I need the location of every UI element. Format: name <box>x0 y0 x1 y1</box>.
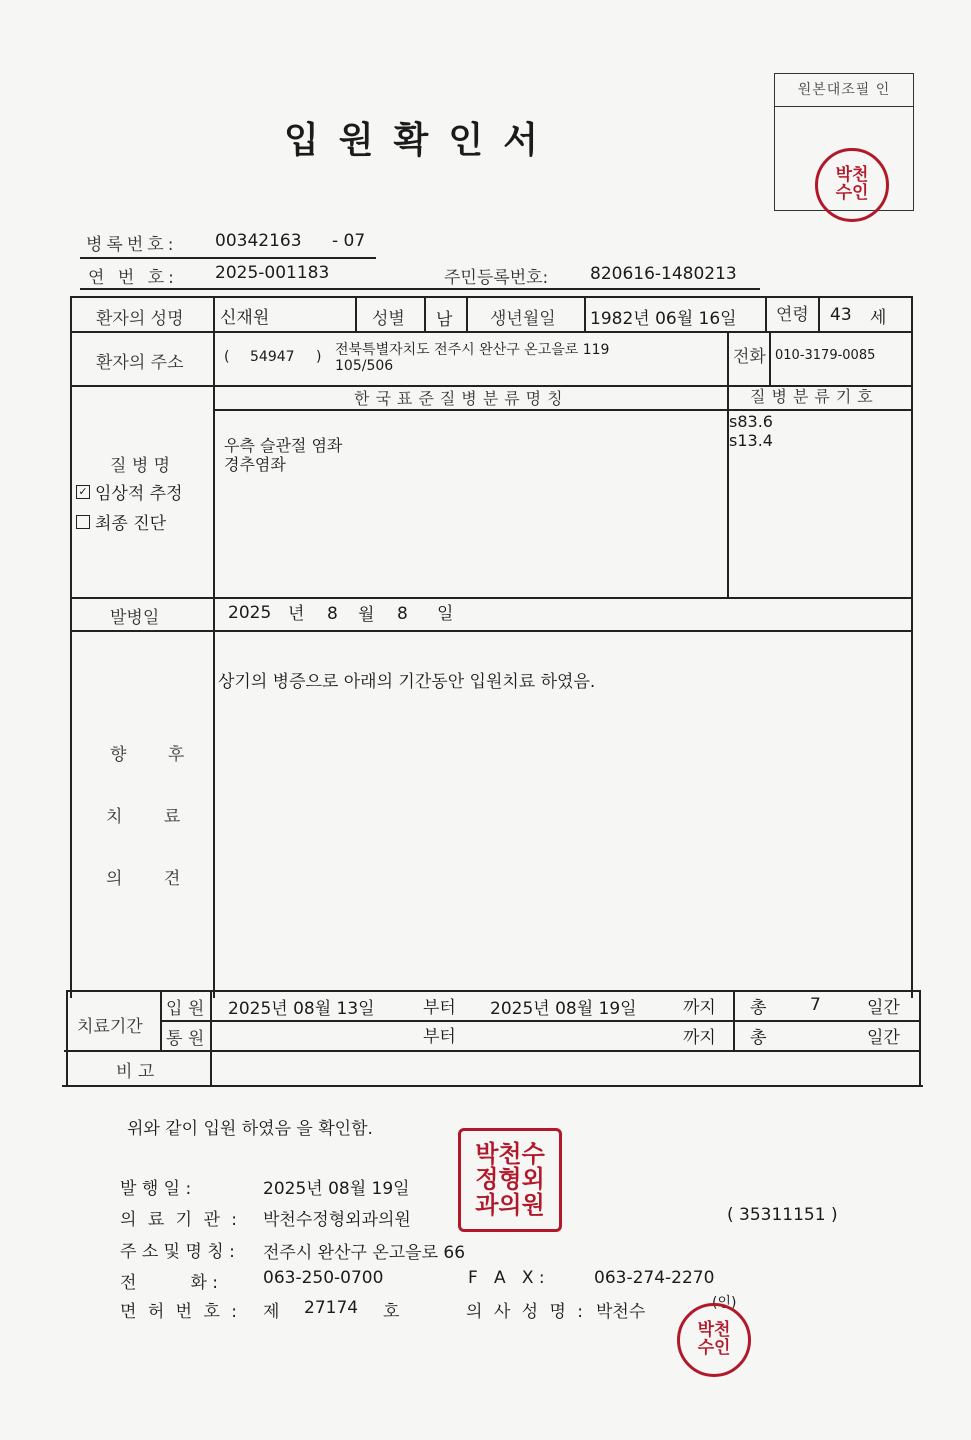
sex-label: 성별 <box>372 309 405 329</box>
option-final <box>76 509 166 534</box>
serial-number-label: 연 번 호: <box>88 268 178 288</box>
period-col-3 <box>733 990 735 1050</box>
record-number-suffix: - 07 <box>332 231 366 251</box>
onset-year-unit: 년 <box>288 604 305 624</box>
fax-number: 063-274-2270 <box>594 1268 715 1288</box>
period-left <box>66 990 68 1086</box>
serial-underline <box>80 288 760 290</box>
col-line-age-r <box>818 296 820 331</box>
opinion-label-2: 치 료 <box>106 807 199 827</box>
inpatient-days-word: 일간 <box>867 998 900 1018</box>
period-mid <box>160 1020 919 1022</box>
onset-year: 2025 <box>228 603 272 623</box>
onset-month-unit: 월 <box>358 605 375 625</box>
postcode: 54947 <box>250 349 295 365</box>
institution-code: ( 35311151 ) <box>727 1205 838 1225</box>
col-line-sex-r <box>424 296 426 331</box>
hospital-seal: 박천수정형외과의원 <box>458 1128 562 1232</box>
col-line-sexv-r <box>466 296 468 331</box>
col-line-birthv-r <box>765 296 767 331</box>
resident-number-value: 820616-1480213 <box>590 264 737 284</box>
col-line-sex-l <box>355 296 357 331</box>
row-line-1 <box>70 331 912 333</box>
clinical-checkbox: ✓ <box>76 485 90 499</box>
table-right-border <box>911 296 913 998</box>
license-suffix: 호 <box>383 1302 400 1322</box>
outpatient-label: 통 원 <box>166 1029 205 1049</box>
col-line-label <box>213 296 215 998</box>
onset-month: 8 <box>327 604 338 624</box>
postcode-close: ) <box>316 349 322 365</box>
col-line-phone-r <box>769 331 771 385</box>
disease-code-1: s83.6 <box>729 412 773 431</box>
patient-name: 신재원 <box>220 308 270 328</box>
period-label: 치료기간 <box>77 1017 143 1037</box>
name-label: 환자의 성명 <box>96 309 184 329</box>
col-line-birth-r <box>584 296 586 331</box>
issue-phone: 063-250-0700 <box>263 1268 384 1288</box>
onset-day-unit: 일 <box>437 604 454 624</box>
fax-label: F A X : <box>468 1268 545 1288</box>
onset-label: 발병일 <box>110 608 160 628</box>
table-top-border <box>70 296 912 298</box>
age-label: 연령 <box>776 305 809 325</box>
license-label: 면 허 번 호 : <box>120 1302 241 1322</box>
period-col-2 <box>210 990 212 1086</box>
serial-number-value: 2025-001183 <box>215 263 330 283</box>
institution-address: 전주시 완산구 온고을로 66 <box>263 1243 466 1263</box>
verify-label: 원본대조필 인 <box>775 74 913 107</box>
onset-day: 8 <box>397 604 408 624</box>
address-label: 환자의 주소 <box>96 353 184 373</box>
opinion-text: 상기의 병증으로 아래의 기간동안 입원치료 하였음. <box>218 672 596 692</box>
doctor-seal: 박천 수인 <box>677 1303 751 1377</box>
address-label-issue: 주 소 및 명 칭 : <box>120 1242 235 1262</box>
table-left-border <box>70 296 72 998</box>
inpatient-to-word: 까지 <box>683 998 716 1018</box>
resident-number-label: 주민등록번호: <box>444 268 549 288</box>
outpatient-days-word: 일간 <box>867 1028 900 1048</box>
row-line-5 <box>70 630 912 632</box>
outpatient-total-word: 총 <box>750 1028 767 1048</box>
issue-phone-label: 전 화 : <box>120 1273 219 1293</box>
address-line1: 전북특별자치도 전주시 완산구 온고을로 119 <box>335 342 610 358</box>
license-prefix: 제 <box>263 1302 280 1322</box>
kcd-header: 한국표준질병분류명칭 <box>354 389 569 408</box>
disease-code-2: s13.4 <box>729 431 773 450</box>
remarks-bottom <box>62 1085 923 1087</box>
verify-seal: 박천 수인 <box>815 148 889 222</box>
postcode-open: ( <box>224 349 230 365</box>
period-top <box>66 990 919 992</box>
inpatient-label: 입 원 <box>166 999 205 1019</box>
issue-date: 2025년 08월 19일 <box>263 1179 410 1199</box>
inpatient-days: 7 <box>810 995 821 1015</box>
disease-label: 질 병 명 <box>110 456 171 476</box>
confirm-text: 위와 같이 입원 하였음 을 확인함. <box>127 1119 373 1139</box>
disease-name-2: 경추염좌 <box>224 455 286 474</box>
license-number: 27174 <box>304 1298 359 1318</box>
age-unit: 세 <box>870 308 887 328</box>
patient-phone: 010-3179-0085 <box>775 348 876 363</box>
option-final-label: 최종 진단 <box>95 514 167 534</box>
phone-label: 전화 <box>733 347 766 367</box>
period-col-1 <box>160 990 162 1050</box>
code-header: 질병분류기호 <box>750 387 879 406</box>
final-checkbox <box>76 515 90 529</box>
outpatient-from-word: 부터 <box>423 1027 456 1047</box>
doctor-label: 의 사 성 명 : <box>466 1302 587 1322</box>
period-right <box>919 990 921 1086</box>
issue-date-label: 발 행 일 : <box>120 1179 192 1199</box>
patient-sex: 남 <box>436 310 453 330</box>
patient-age: 43 <box>830 305 852 325</box>
record-number-label: 병록번호: <box>86 235 178 255</box>
opinion-label-1: 향 후 <box>110 745 203 765</box>
institution-label: 의 료 기 관 : <box>120 1210 241 1230</box>
disease-name-1: 우측 슬관절 염좌 <box>224 436 343 455</box>
inpatient-total-word: 총 <box>750 998 767 1018</box>
inpatient-to: 2025년 08월 19일 <box>490 999 637 1019</box>
opinion-label-3: 의 견 <box>106 869 199 889</box>
option-clinical-label: 임상적 추정 <box>95 484 183 504</box>
period-bottom <box>64 1050 921 1052</box>
inpatient-from: 2025년 08월 13일 <box>228 999 375 1019</box>
patient-birth: 1982년 06월 16일 <box>590 309 737 329</box>
remarks-label: 비 고 <box>116 1062 155 1082</box>
record-underline <box>80 257 376 259</box>
institution-name: 박천수정형외과의원 <box>263 1210 411 1230</box>
doctor-name: 박천수 <box>596 1302 646 1322</box>
record-number-value: 00342163 <box>215 231 302 251</box>
seal-mark: (인) <box>712 1295 737 1311</box>
document-title: 입원확인서 <box>284 120 558 161</box>
option-clinical <box>76 479 183 504</box>
outpatient-to-word: 까지 <box>683 1028 716 1048</box>
address-line2: 105/506 <box>335 358 394 374</box>
birth-label: 생년월일 <box>490 309 556 329</box>
row-line-3 <box>213 409 911 411</box>
row-line-4 <box>70 597 912 599</box>
col-line-phone-l <box>727 331 729 597</box>
inpatient-from-word: 부터 <box>423 998 456 1018</box>
